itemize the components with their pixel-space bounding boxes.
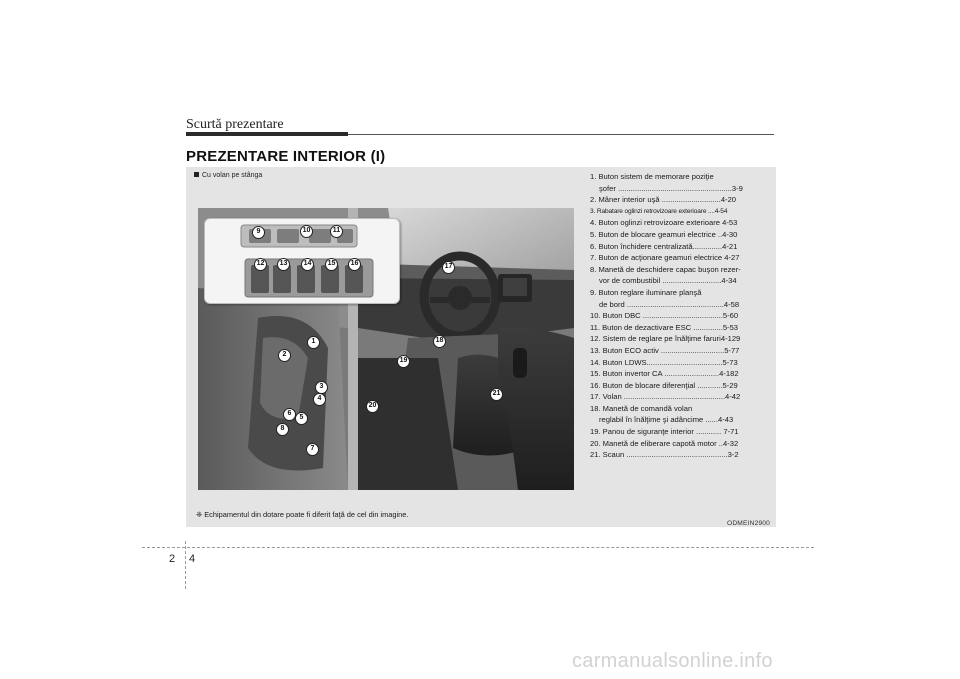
callout-12: 12 bbox=[254, 258, 267, 271]
footer-rule bbox=[142, 547, 814, 548]
callout-8: 7 bbox=[306, 443, 319, 456]
callout-7: 8 bbox=[276, 423, 289, 436]
footer-divider bbox=[185, 541, 186, 589]
index-item: 18. Manetă de comandă volan bbox=[590, 403, 693, 413]
index-item-continuation: vor de combustibil ............................4-34 bbox=[599, 276, 737, 286]
index-item: 16. Buton de blocare diferenţial ............5-29 bbox=[590, 380, 738, 390]
index-item: 10. Buton DBC ......................................5-60 bbox=[590, 311, 739, 321]
callout-2: 2 bbox=[278, 349, 291, 362]
page-number: 4 bbox=[189, 553, 196, 565]
index-item-continuation: reglabil în înălţime şi adâncime ......4-43 bbox=[599, 415, 734, 425]
equipment-note: ❈ Echipamentul din dotare poate fi diferit faţă de cel din imagine. bbox=[196, 510, 409, 519]
header-rule-thin bbox=[348, 134, 774, 135]
index-item: 15. Buton invertor CA ..........................4-182 bbox=[590, 369, 739, 379]
callout-4: 4 bbox=[313, 393, 326, 406]
callout-1: 1 bbox=[307, 336, 320, 349]
callout-6: 6 bbox=[283, 408, 296, 421]
section-header: Scurtă prezentare bbox=[186, 117, 284, 132]
index-item: 6. Buton închidere centralizată..............4-21 bbox=[590, 241, 738, 251]
header-rule-thick bbox=[186, 132, 348, 136]
index-item: 20. Manetă de eliberare capotă motor ..4-32 bbox=[590, 438, 739, 448]
index-item-continuation: şofer ......................................................3-9 bbox=[599, 183, 743, 193]
callout-3: 3 bbox=[315, 381, 328, 394]
callout-9: 9 bbox=[252, 226, 265, 239]
index-item: 13. Buton ECO activ ..............................5-77 bbox=[590, 345, 740, 355]
index-item: 12. Sistem de reglare pe înălţime faruri4-129 bbox=[590, 334, 741, 344]
index-item: 14. Buton LDWS....................................5-73 bbox=[590, 357, 738, 367]
watermark: carmanualsonline.info bbox=[572, 650, 773, 672]
index-item: 5. Buton de blocare geamuri electrice ..4-30 bbox=[590, 229, 738, 239]
index-item: 17. Volan ................................................4-42 bbox=[590, 392, 741, 402]
index-item: 21. Scaun ................................................3-2 bbox=[590, 450, 739, 460]
callout-10: 10 bbox=[300, 225, 313, 238]
callout-13: 13 bbox=[277, 258, 290, 271]
index-item: 11. Buton de dezactivare ESC ..............5-53 bbox=[590, 322, 739, 332]
index-item: 2. Mâner interior uşă ............................4-20 bbox=[590, 195, 737, 205]
image-code: ODMEIN2900 bbox=[727, 520, 771, 527]
variant-label: Cu volan pe stânga bbox=[194, 172, 262, 179]
page-title: PREZENTARE INTERIOR (I) bbox=[186, 148, 386, 165]
index-item-continuation: de bord ..............................................4-58 bbox=[599, 299, 740, 309]
callout-16: 16 bbox=[348, 258, 361, 271]
index-item: 7. Buton de acţionare geamuri electrice 4-27 bbox=[590, 253, 740, 263]
callout-5: 5 bbox=[295, 412, 308, 425]
index-item: 3. Rabatare oglinzi retrovizoare exterioare ....4-54 bbox=[590, 207, 728, 215]
index-item: 4. Buton oglinzi retrovizoare exterioare 4-53 bbox=[590, 218, 738, 228]
callout-19: 19 bbox=[397, 355, 410, 368]
square-bullet-icon bbox=[194, 172, 199, 177]
index-item: 19. Panou de siguranţe interior ............ 7-71 bbox=[590, 427, 739, 437]
callout-15: 15 bbox=[325, 258, 338, 271]
callout-14: 14 bbox=[301, 258, 314, 271]
index-item: 9. Buton reglare iluminare planşă bbox=[590, 287, 702, 297]
chapter-number: 2 bbox=[169, 553, 176, 565]
callout-20: 20 bbox=[366, 400, 379, 413]
index-item: 1. Buton sistem de memorare poziţie bbox=[590, 172, 714, 181]
callout-21: 21 bbox=[490, 388, 503, 401]
index-item: 8. Manetă de deschidere capac buşon rezer- bbox=[590, 264, 741, 274]
callout-17: 17 bbox=[442, 261, 455, 274]
callout-18: 18 bbox=[433, 335, 446, 348]
component-index bbox=[590, 171, 776, 461]
callout-11: 11 bbox=[330, 225, 343, 238]
